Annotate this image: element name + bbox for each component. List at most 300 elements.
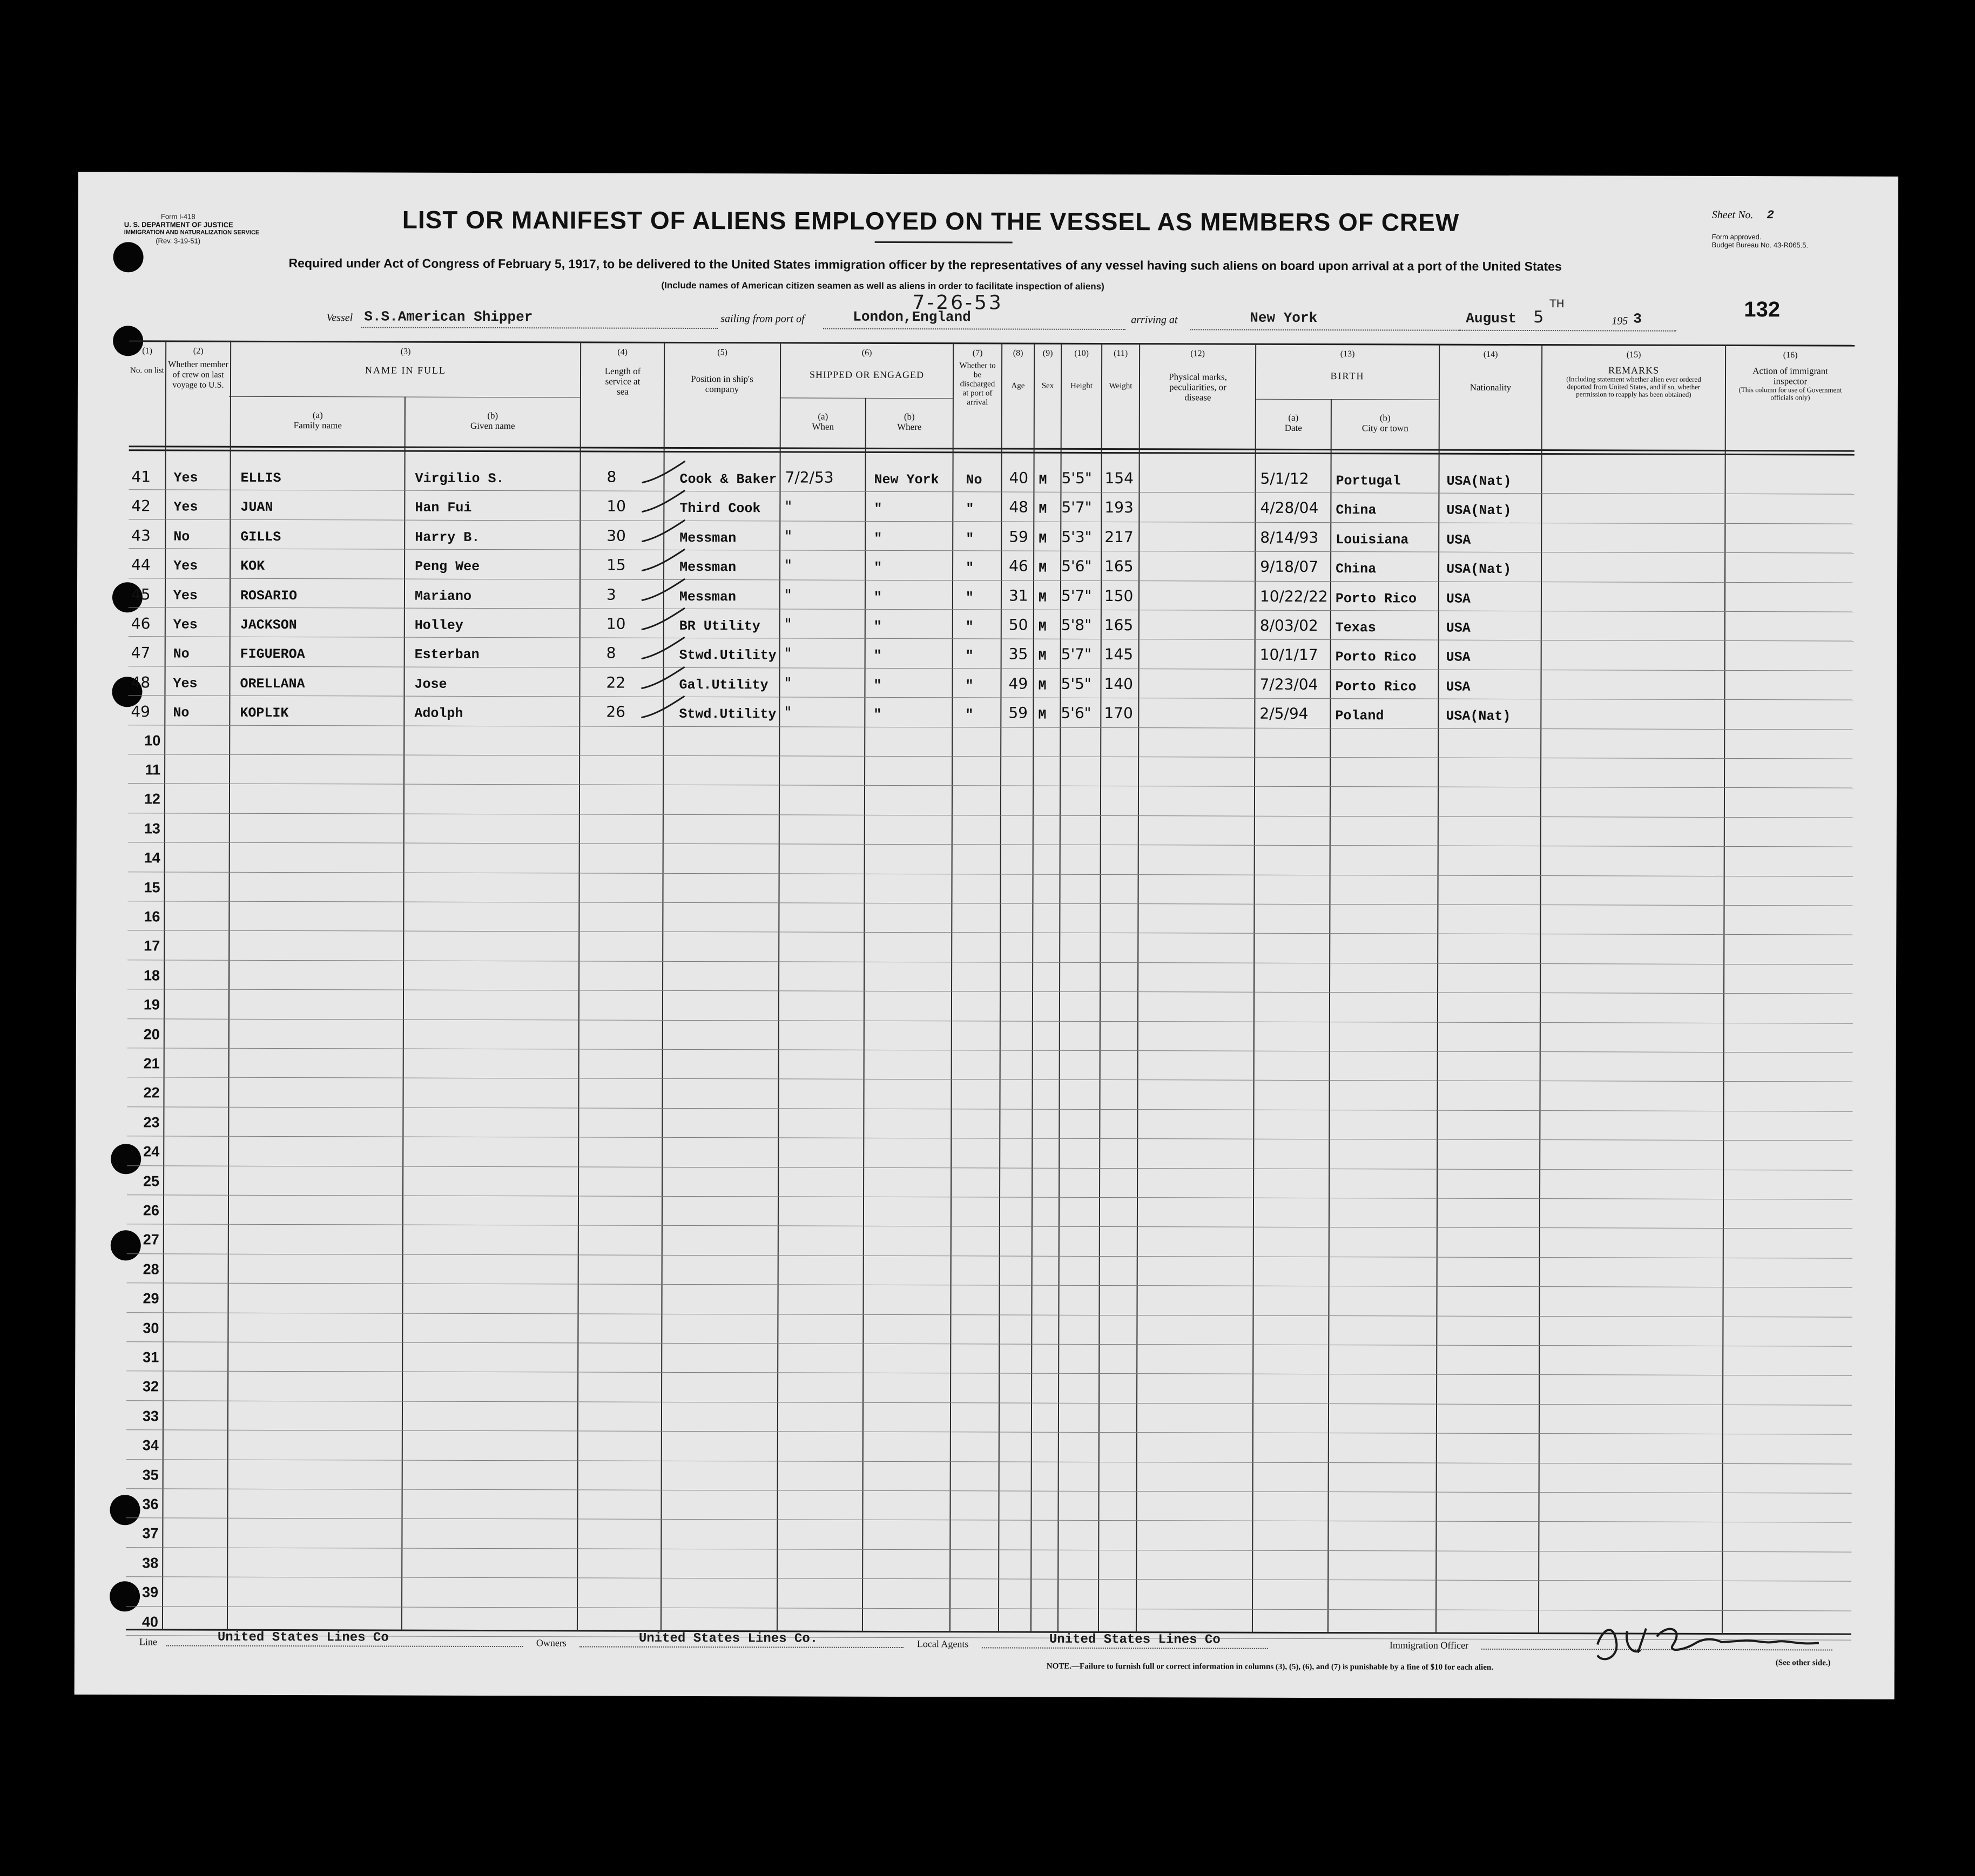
col-9-header — [1035, 348, 1061, 392]
footer-see-other: (See other side.) — [1775, 1658, 1831, 1668]
cell-nat: USA(Nat) — [1446, 503, 1512, 519]
col-13-label: BIRTH — [1330, 370, 1365, 382]
cell-position: BR Utility — [679, 618, 760, 635]
col-15-label: REMARKS — [1608, 365, 1660, 376]
page-subtitle-note: (Include names of American citizen seamen as well as aliens in order to facilitate inspection of aliens) — [661, 280, 1104, 292]
cell-family: KOK — [240, 558, 265, 575]
row-rule — [127, 1195, 1852, 1199]
col-5-header — [665, 347, 780, 395]
check-mark — [639, 517, 687, 550]
arrival-underline — [1190, 328, 1460, 330]
manifest-sheet — [75, 172, 1898, 1699]
cell-nat: USA(Nat) — [1446, 708, 1511, 725]
cell-height: 5'6" — [1061, 557, 1092, 576]
date-underline — [1460, 329, 1676, 332]
row-rule — [129, 548, 1854, 553]
col-15-number: (15) — [1626, 350, 1641, 360]
cell-disch: " — [965, 619, 974, 635]
col-12-number: (12) — [1190, 349, 1205, 359]
arrival-day: 5 — [1533, 308, 1544, 327]
col-3-number: (3) — [400, 347, 411, 356]
row-number: 10 — [144, 732, 161, 748]
cell-family: JACKSON — [240, 617, 297, 633]
footer-owners-label: Owners — [536, 1637, 567, 1649]
row-rule — [128, 754, 1853, 759]
footer-line-label: Line — [139, 1636, 157, 1648]
row-number: 48 — [131, 673, 151, 692]
row-number: 22 — [143, 1084, 160, 1101]
cell-where: " — [874, 530, 882, 546]
page-subtitle: Required under Act of Congress of February 5, 1917, to be delivered to the United States immigration officer by the representatives of any vessel having such aliens on board upon arrival at a port of the United States — [288, 256, 1562, 274]
col-3b-header — [406, 410, 580, 431]
cell-height: 5'7" — [1061, 586, 1092, 605]
row-number: 25 — [143, 1172, 160, 1189]
col-1-header — [129, 346, 165, 376]
row-rule — [127, 960, 1853, 964]
col-7-header — [954, 348, 1001, 407]
cell-position: Messman — [679, 530, 737, 546]
cell-last: Yes — [173, 499, 198, 515]
cell-where: " — [873, 618, 882, 635]
cell-bplace: Porto Rico — [1335, 678, 1417, 695]
col-13a-header — [1256, 413, 1331, 433]
col-11-label: Weight — [1109, 381, 1133, 391]
arrival-day-suffix: TH — [1549, 297, 1565, 311]
cell-where: " — [873, 677, 882, 693]
row-rule — [129, 666, 1854, 671]
row-number: 15 — [144, 879, 160, 895]
cell-age: 31 — [1008, 586, 1028, 605]
cell-position: Cook & Baker — [679, 471, 777, 488]
row-rule — [129, 490, 1854, 495]
cell-family: FIGUEROA — [240, 646, 305, 663]
row-number: 41 — [131, 468, 151, 486]
cell-disch: " — [965, 707, 974, 723]
cell-bplace: Porto Rico — [1335, 649, 1417, 665]
cell-bplace: Texas — [1335, 620, 1376, 636]
col-15-note: (Including statement whether alien ever ordered deported from United States, and if so, whether permission to reapply has been obtained) — [1566, 375, 1701, 399]
cell-sex: M — [1039, 531, 1047, 547]
row-rule — [126, 1400, 1852, 1405]
col-16-label: Action of immigrant inspector — [1752, 366, 1828, 387]
cell-when: " — [784, 644, 792, 663]
row-number: 49 — [131, 703, 151, 721]
row-number: 37 — [142, 1525, 159, 1542]
year-prefix: 195 — [1612, 315, 1628, 327]
cell-sex: M — [1039, 502, 1047, 518]
col-8-label: Age — [1011, 381, 1025, 390]
cell-given: Harry B. — [415, 529, 480, 545]
row-rule — [127, 1077, 1853, 1082]
cell-last: Yes — [173, 588, 198, 604]
col-15-header — [1542, 349, 1725, 399]
vessel-label: Vessel — [326, 312, 353, 324]
cell-height: 5'3" — [1061, 528, 1092, 546]
cell-last: No — [173, 705, 190, 721]
page-number: 132 — [1744, 298, 1781, 322]
col-3a-header — [231, 410, 405, 431]
cell-when: " — [784, 703, 792, 721]
cell-sex: M — [1038, 678, 1047, 694]
cell-nat: USA — [1446, 620, 1471, 636]
col-12-label: Physical marks, peculiarities, or disease — [1169, 372, 1227, 403]
col-1-number: (1) — [142, 346, 152, 356]
row-rule — [128, 725, 1853, 730]
col-divider — [998, 342, 1002, 1632]
row-number: 20 — [143, 1025, 160, 1042]
col-7-label: Whether to be discharged at port of arrival — [959, 361, 996, 407]
cell-last: No — [173, 646, 190, 662]
footer-agents-underline — [982, 1647, 1268, 1649]
row-rule — [127, 1048, 1853, 1052]
footer-agents-label: Local Agents — [916, 1638, 969, 1650]
col-13b-number: (b) — [1379, 413, 1391, 423]
cell-last: Yes — [173, 617, 198, 633]
sheet-label-text: Sheet No. — [1711, 208, 1754, 221]
cell-bplace: Poland — [1335, 708, 1384, 724]
col-divider — [949, 342, 954, 1632]
cell-height: 5'5" — [1061, 469, 1092, 487]
vessel-name: S.S.American Shipper — [364, 308, 533, 326]
birth-subheader-line — [1255, 399, 1439, 400]
check-mark — [639, 546, 687, 579]
row-rule — [126, 1547, 1851, 1552]
cell-weight: 165 — [1104, 616, 1134, 635]
col-14-number: (14) — [1483, 349, 1498, 359]
revision-date: (Rev. 3-19-51) — [156, 237, 201, 245]
col-divider — [1098, 343, 1102, 1632]
cell-bplace: China — [1336, 502, 1377, 518]
cell-service: 10 — [606, 497, 626, 516]
check-mark — [639, 635, 687, 667]
cell-weight: 154 — [1104, 469, 1134, 488]
row-rule — [127, 1253, 1852, 1258]
row-rule — [128, 813, 1853, 818]
cell-disch: " — [965, 648, 974, 664]
cell-bplace: Portugal — [1336, 473, 1401, 489]
cell-service: 30 — [606, 527, 626, 545]
col-6a-label: When — [812, 421, 834, 432]
col-7-number: (7) — [972, 348, 983, 358]
row-number: 26 — [143, 1202, 160, 1219]
cell-bdate: 8/03/02 — [1259, 616, 1318, 635]
cell-bdate: 10/1/17 — [1259, 646, 1318, 664]
col-13-number: (13) — [1340, 349, 1355, 359]
col-12-header — [1140, 348, 1255, 403]
row-number: 11 — [145, 761, 161, 778]
cell-nat: USA(Nat) — [1446, 473, 1512, 489]
row-rule — [127, 930, 1853, 935]
row-number: 45 — [131, 585, 151, 603]
col-13b-header — [1332, 413, 1439, 434]
row-number: 12 — [144, 791, 160, 807]
cell-weight: 140 — [1104, 674, 1134, 693]
col-8-header — [1002, 348, 1034, 391]
col-6b-number: (b) — [904, 411, 915, 422]
cell-bplace: Louisiana — [1336, 531, 1409, 548]
row-number: 19 — [143, 996, 160, 1013]
arrival-port: New York — [1250, 309, 1318, 327]
table-top-border — [129, 340, 1855, 346]
col-divider — [1435, 344, 1440, 1634]
col-9-label: Sex — [1041, 381, 1054, 390]
cell-family: KOPLIK — [240, 705, 289, 721]
cell-disch: No — [966, 472, 982, 488]
cell-given: Esterban — [414, 647, 480, 663]
col-6b-label: Where — [897, 421, 922, 433]
col-3-label: NAME IN FULL — [365, 365, 447, 376]
cell-height: 5'6" — [1061, 704, 1091, 723]
row-number: 32 — [143, 1378, 159, 1395]
col-divider — [1030, 343, 1035, 1632]
col-divider — [577, 341, 581, 1631]
cell-weight: 217 — [1104, 528, 1134, 546]
row-rule — [129, 607, 1854, 612]
row-rule — [126, 1312, 1852, 1317]
page-title: LIST OR MANIFEST OF ALIENS EMPLOYED ON THE VESSEL AS MEMBERS OF CREW — [402, 205, 1460, 237]
col-8-number: (8) — [1013, 348, 1023, 358]
col-9-number: (9) — [1042, 348, 1053, 358]
cell-given: Adolph — [414, 705, 463, 722]
row-number: 39 — [142, 1584, 159, 1601]
cell-age: 50 — [1008, 616, 1028, 634]
row-rule — [127, 901, 1853, 906]
cell-when: " — [785, 556, 792, 575]
cell-when: " — [784, 586, 792, 604]
col-2-header — [166, 346, 230, 390]
row-number: 47 — [131, 644, 151, 662]
row-number: 34 — [142, 1437, 159, 1454]
cell-given: Virgilio S. — [415, 470, 504, 487]
row-number: 46 — [131, 615, 151, 633]
row-number: 28 — [143, 1261, 159, 1278]
cell-sex: M — [1039, 560, 1047, 576]
check-mark — [639, 458, 687, 491]
cell-service: 22 — [606, 673, 626, 692]
footer-agents-value: United States Lines Co — [1049, 1632, 1221, 1648]
footer-officer-label: Immigration Officer — [1389, 1639, 1469, 1651]
col-10-number: (10) — [1074, 348, 1089, 358]
cell-bdate: 4/28/04 — [1260, 499, 1319, 517]
row-rule — [128, 842, 1853, 847]
cell-family: ELLIS — [240, 470, 281, 486]
cell-age: 48 — [1009, 498, 1029, 516]
cell-given: Peng Wee — [415, 558, 480, 575]
col-3a-label: Family name — [293, 420, 342, 431]
cell-nat: USA — [1446, 591, 1471, 607]
arriving-label: arriving at — [1131, 314, 1178, 326]
row-number: 33 — [142, 1408, 159, 1425]
cell-sex: M — [1038, 649, 1047, 665]
cell-age: 46 — [1009, 557, 1028, 575]
col-13b-label: City or town — [1361, 423, 1408, 434]
cell-weight: 145 — [1104, 645, 1134, 664]
cell-disch: " — [966, 501, 974, 517]
col-divider — [1538, 344, 1542, 1634]
row-rule — [126, 1488, 1852, 1493]
cell-bdate: 5/1/12 — [1260, 469, 1309, 488]
department-name: U. S. DEPARTMENT OF JUSTICE — [124, 220, 233, 229]
col-4-number: (4) — [617, 347, 628, 357]
row-number: 16 — [144, 908, 160, 925]
row-rule — [126, 1576, 1851, 1581]
cell-position: Messman — [679, 589, 737, 605]
footer-line-value: United States Lines Co — [217, 1630, 389, 1645]
year-suffix: 3 — [1633, 311, 1642, 327]
row-rule — [126, 1518, 1851, 1523]
cell-height: 5'8" — [1061, 616, 1092, 634]
cell-sex: M — [1039, 472, 1047, 488]
col-divider — [1252, 343, 1256, 1633]
cell-position: Gal.Utility — [679, 677, 769, 693]
row-rule — [126, 1371, 1852, 1376]
row-rule — [126, 1429, 1852, 1434]
footer-owners-value: United States Lines Co. — [638, 1631, 818, 1646]
row-number: 23 — [143, 1114, 160, 1131]
cell-where: New York — [874, 471, 939, 488]
col-divider — [401, 397, 406, 1631]
vessel-underline — [361, 326, 718, 329]
cell-disch: " — [965, 678, 974, 694]
cell-height: 5'7" — [1061, 645, 1091, 664]
col-divider — [1136, 343, 1140, 1632]
row-rule — [128, 784, 1853, 788]
row-rule — [127, 1224, 1852, 1229]
cell-disch: " — [965, 589, 974, 605]
cell-service: 3 — [606, 585, 616, 604]
cell-age: 59 — [1009, 528, 1028, 546]
col-13a-number: (a) — [1288, 412, 1299, 423]
cell-family: GILLS — [240, 529, 281, 545]
row-number: 13 — [144, 820, 160, 837]
check-mark — [638, 664, 687, 697]
row-rule — [127, 989, 1853, 994]
cell-weight: 170 — [1104, 704, 1133, 723]
col-divider — [162, 340, 166, 1630]
col-divider — [1327, 399, 1332, 1633]
cell-given: Holley — [414, 617, 463, 633]
row-number: 38 — [142, 1555, 159, 1571]
row-rule — [126, 1459, 1852, 1464]
cell-bdate: 10/22/22 — [1259, 587, 1328, 605]
cell-family: ORELLANA — [240, 676, 305, 692]
row-number: 21 — [143, 1055, 160, 1072]
footer-note: NOTE.—Failure to furnish full or correct information in columns (3), (5), (6), and (7) is punishable by a fine of $10 for each alien. — [1046, 1662, 1494, 1672]
cell-where: " — [873, 707, 882, 723]
row-number: 35 — [142, 1466, 159, 1483]
row-number: 14 — [144, 849, 160, 866]
cell-nat: USA — [1446, 679, 1471, 695]
cell-weight: 165 — [1104, 557, 1134, 576]
cell-nat: USA(Nat) — [1446, 561, 1512, 578]
col-6b-header — [866, 411, 953, 432]
row-rule — [127, 1136, 1852, 1141]
cell-when: " — [785, 527, 792, 545]
col-2-number: (2) — [193, 346, 204, 356]
row-number: 17 — [144, 937, 160, 954]
cell-disch: " — [966, 531, 974, 547]
row-number: 27 — [143, 1231, 159, 1248]
cell-family: JUAN — [240, 500, 273, 516]
row-number: 44 — [131, 556, 151, 574]
cell-where: " — [874, 560, 882, 576]
row-rule — [129, 578, 1854, 583]
cell-height: 5'7" — [1061, 498, 1092, 517]
sailing-label: sailing from port of — [720, 313, 805, 325]
row-rule — [127, 1018, 1853, 1023]
col-3b-label: Given name — [470, 420, 515, 431]
row-rule — [128, 872, 1853, 876]
col-14-label: Nationality — [1470, 382, 1512, 393]
cell-age: 35 — [1008, 645, 1028, 663]
col-6-number: (6) — [861, 348, 872, 357]
col-4-label: Length of service at sea — [604, 366, 641, 397]
sheet-number: 2 — [1767, 208, 1774, 222]
cell-position: Stwd.Utility — [679, 706, 777, 723]
cell-where: " — [874, 501, 882, 517]
col-divider — [862, 398, 866, 1632]
cell-bdate: 8/14/93 — [1260, 528, 1319, 546]
cell-age: 49 — [1008, 674, 1028, 693]
row-rule — [129, 637, 1854, 642]
title-underline — [875, 241, 1013, 244]
col-divider — [227, 341, 231, 1630]
cell-sex: M — [1038, 707, 1047, 723]
cell-height: 5'5" — [1061, 674, 1091, 693]
service-name: IMMIGRATION AND NATURALIZATION SERVICE — [124, 229, 260, 236]
col-3a-number: (a) — [312, 410, 323, 421]
col-6-header — [781, 347, 953, 380]
approval-block — [1712, 233, 1809, 249]
col-6-label: SHIPPED OR ENGAGED — [809, 369, 925, 381]
row-number: 18 — [144, 967, 160, 984]
row-number: 24 — [143, 1143, 160, 1160]
cell-service: 8 — [606, 644, 616, 662]
footer-owners-underline — [579, 1646, 904, 1648]
row-rule — [126, 1341, 1852, 1346]
row-rule — [128, 695, 1853, 700]
cell-last: Yes — [173, 676, 198, 692]
sheet-label — [1712, 208, 1774, 222]
check-mark — [639, 576, 687, 608]
cell-bplace: China — [1336, 561, 1377, 577]
cell-when: 7/2/53 — [785, 468, 834, 487]
cell-nat: USA — [1446, 650, 1471, 666]
cell-weight: 193 — [1104, 498, 1134, 517]
check-mark — [639, 488, 687, 520]
cell-where: " — [873, 648, 882, 664]
col-10-label: Height — [1070, 381, 1093, 390]
cell-position: Messman — [679, 559, 737, 576]
handwritten-departure-date: 7-26-53 — [912, 292, 1003, 314]
form-number-block — [124, 212, 260, 245]
cell-nat: USA — [1446, 532, 1471, 548]
col-5-label: Position in ship's company — [691, 373, 753, 395]
form-number: Form I-418 — [160, 212, 196, 221]
col-6a-header — [781, 411, 865, 431]
departure-port: London,England — [853, 308, 971, 326]
approval-text: Form approved. — [1711, 232, 1762, 241]
row-rule — [127, 1106, 1852, 1111]
row-number: 30 — [143, 1319, 159, 1336]
cell-service: 10 — [606, 615, 626, 633]
cell-sex: M — [1038, 590, 1047, 606]
cell-when: " — [784, 674, 792, 692]
cell-last: Yes — [173, 470, 198, 486]
row-rule — [129, 519, 1854, 524]
cell-age: 59 — [1008, 704, 1028, 722]
col-1-label: No. on list — [130, 366, 165, 375]
